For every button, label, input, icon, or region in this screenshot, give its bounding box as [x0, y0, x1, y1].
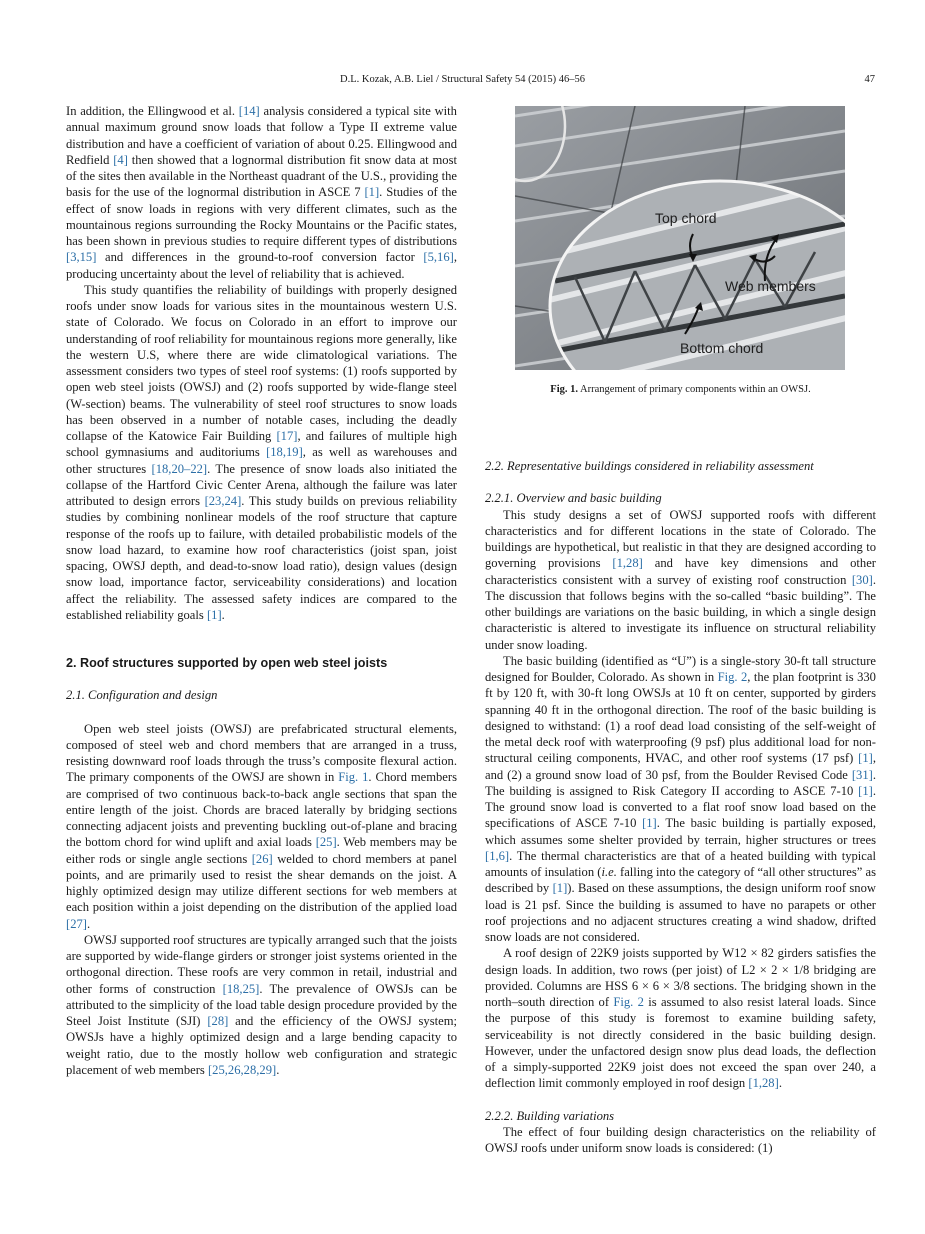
running-title: D.L. Kozak, A.B. Liel / Structural Safety 54 (2015) 46–56 — [340, 74, 585, 85]
citation-link[interactable]: [1] — [858, 783, 873, 798]
citation-link[interactable]: Fig. 2 — [613, 995, 644, 1009]
right-column — [485, 458, 876, 1156]
paragraph-text: , the plan footprint is 330 ft by 120 ft, with 30-ft long OWSJs at 10 ft on center, supported by girders spanning 40 ft in the orthogonal direction. The roof of the basic building is designed to withstand: (1) a roof dead load consisting of the self-weight of the metal deck roof with waterproofing (9 psf) plus additional load for non-structural ceiling components, HVAC, and other roof systems (17 psf) — [485, 670, 876, 766]
paragraph-text: . — [778, 1076, 782, 1091]
subsection-heading: 2.2.1. Overview and basic building — [485, 491, 662, 506]
paragraph-text: Open web steel joists (OWSJ) are prefabricated structural elements, composed of steel web and chord members that are arranged in a truss, resisting downward roof loads through the truss’s composite flexural action. The primary components of the OWSJ are shown in — [66, 721, 457, 785]
paragraph-text: . Studies of the effect of snow loads in regions with very different climates, such as the mountainous regions surrounding the Rocky Mountains or the Pacific states, has been shown in previous studies to require different types of distributions — [66, 185, 458, 248]
figure-1-photo — [515, 106, 845, 370]
citation-link[interactable]: [1] — [364, 185, 380, 200]
paragraph-text: . The prevalence of OWSJs can be attributed to the simplicity of the load table design procedure provided by the Steel Joist Institute (SJI) — [66, 981, 457, 1028]
label-top-chord: Top chord — [655, 210, 717, 226]
citation-link[interactable]: [18,25] — [222, 981, 260, 996]
paragraph — [66, 103, 457, 282]
paragraph-text: is assumed to also resist lateral loads. Since the purpose of this study is foremost to examine building safety, serviceability is not directly considered in the basic building design. However, under the unfactored design snow plus dead loads, the deflection of a simply-supported 22K9 joist does not exceed the span over 240, a deflection limit commonly employed in roof design — [485, 995, 876, 1091]
citation-link[interactable]: Fig. 1 — [338, 770, 369, 785]
paragraph-text: then showed that a lognormal distribution fit snow data at most of the sites then available in the Northeast quadrant of the U.S., providing the basis for the use of the lognormal distribution in ASCE 7 — [66, 152, 457, 200]
paragraph-text: . The discussion that follows begins with the so-called “basic building”. The other buildings are variations on the basic building, in which a single design characteristic is altered to investigate its influence on structural reliability under snow loading. — [485, 572, 876, 652]
paragraph-text: . The building is assigned to Risk Category II according to ASCE 7-10 — [485, 767, 876, 798]
citation-link[interactable]: [1,28] — [748, 1076, 779, 1091]
citation-link[interactable]: [28] — [207, 1014, 229, 1028]
left-column — [66, 103, 457, 1078]
paragraph-text: . This study builds on previous reliability studies by combining nonlinear models of the roof structure that capture response of the roofs up to failure, with detailed probabilistic models of the snow load hazard, to examine how roof characteristics (joist span, joist spacing, OWSJ depth, and dead-to-snow load ratio), design values (design snow load, importance factor, serviceability considerations) and location affect the reliability. The assessed safety indices are compared to the established reliability goals — [66, 494, 457, 622]
paragraph-text: , and failures of multiple high school gymnasiums and auditoriums — [66, 429, 457, 460]
citation-link[interactable]: [25,26,28,29] — [207, 1062, 277, 1077]
paragraph-text: ). Based on these assumptions, the design uniform roof snow load is 21 psf. Since the building is assumed to have no parapets or other roof projections and no adjacent structures creating a wind shadow, drifted snow loads are not considered. — [485, 881, 876, 944]
citation-link[interactable]: [14] — [238, 104, 260, 118]
subsection-heading: 2.2. Representative buildings considered in reliability assessment — [485, 459, 814, 473]
citation-link[interactable]: [27] — [66, 916, 87, 931]
citation-link[interactable]: [23,24] — [204, 494, 242, 508]
paragraph-text: falling into the category of “all other structures” as described by — [485, 865, 876, 896]
page-number: 47 — [864, 74, 875, 85]
paragraph — [485, 1124, 876, 1157]
paragraph-text: i.e. — [601, 865, 617, 879]
paragraph — [485, 507, 876, 653]
paragraph-text: welded to chord members at panel points, and are primarily used to resist the shear demands on the joist. A highly optimized design may utilize different sections for web members at each position within a joist depending on the distribution of the applied load — [66, 851, 457, 915]
owsj-photo-illustration — [515, 106, 845, 370]
subsection-heading: 2.2.2. Building variations — [485, 1108, 615, 1123]
paragraph — [66, 282, 457, 623]
citation-link[interactable]: [5,16] — [423, 250, 454, 265]
paragraph-text: OWSJ supported roof structures are typically arranged such that the joists are supported by wide-flange girders or stronger joist systems oriented in the orthogonal direction. These roofs are very common in retail, industrial and other forms of construction — [66, 932, 457, 996]
paragraph-text: , and (2) a ground snow load of 30 psf, from the Boulder Revised Code — [485, 751, 876, 782]
paragraph-text: . The ground snow load is converted to a flat roof snow load based on the specifications of ASCE 7-10 — [485, 783, 876, 831]
paragraph-text: and have key dimensions and other characteristics consistent with a survey of existing roof construction — [485, 556, 876, 587]
citation-link[interactable]: [1] — [858, 751, 873, 766]
citation-link[interactable]: [1] — [552, 881, 568, 896]
paragraph-text: . — [276, 1062, 280, 1077]
citation-link[interactable]: [1,28] — [612, 556, 643, 571]
paragraph-text: A roof design of 22K9 joists supported by W12 × 82 girders satisfies the design loads. In addition, two rows (per joist) of L2 × 2 × 1/8 bridging are provided. Columns are HSS 6 × 6 × 3/8 sections. The bridging shown in the north–south direction of — [485, 946, 876, 1009]
citation-link[interactable]: [26] — [251, 851, 273, 866]
citation-link[interactable]: [4] — [113, 152, 128, 167]
paragraph-text: . — [221, 607, 225, 622]
paragraph-text: . — [86, 916, 91, 931]
paragraph-text: and differences in the ground-to-roof conversion factor — [96, 250, 424, 265]
paragraph-text: . The basic building is partially exposed, which assumes some shelter provided by terrain, higher structures or trees — [485, 816, 877, 847]
citation-link[interactable]: [17] — [276, 429, 298, 443]
paragraph — [485, 653, 876, 946]
paragraph-text: analysis considered a typical site with annual maximum ground snow loads that follow a Type II extreme value distribution and have a coefficient of variation of about 0.25. Ellingwood and Redfield — [66, 104, 457, 167]
paragraph-text: . The thermal characteristics are that of a heated building with typical amounts of insulation ( — [485, 848, 876, 879]
citation-link[interactable]: [31] — [851, 767, 873, 782]
citation-link[interactable]: [18,19] — [266, 445, 303, 460]
paragraph-text: , as well as warehouses and other structures — [66, 445, 457, 476]
label-web-members: Web members — [725, 278, 816, 294]
citation-link[interactable]: [1] — [206, 607, 222, 622]
section-heading: 2. Roof structures supported by open web steel joists — [66, 656, 388, 670]
paragraph-text: The basic building (identified as “U”) is a single-story 30-ft tall structure designed for Boulder, Colorado. As shown in — [485, 653, 876, 684]
paragraph-text: . Chord members are comprised of two continuous back-to-back angle sections that span the entire length of the joist. Chords are braced laterally by bridging sections connecting adjacent joists and preventing buckling out-of-plane and bracing the bottom chord for wind uplift and axial loads — [66, 770, 457, 850]
paragraph-text: This study quantifies the reliability of buildings with properly designed roofs under snow loads for various sites in the mountainous western U.S. state of Colorado. We focus on Colorado in an effort to improve our understanding of roof reliability for mountainous regions more generally, like the western U.S, where there are wide climatological variations. The assessment considers two types of steel roof systems: (1) roofs supported by open web steel joists (OWSJ) and (2) roofs supported by wide-flange steel (W-section) beams. The vulnerability of steel roof structures to snow loads has been observed in a number of notable cases, including the deadly collapse of the Katowice Fair Building — [66, 282, 457, 443]
paragraph-text: . The presence of snow loads also initiated the collapse of the Hartford Civic Center Arena, although the failure was later attributed to design errors — [66, 461, 457, 508]
citation-link[interactable]: [1] — [642, 816, 657, 831]
citation-link[interactable]: [1,6] — [485, 848, 510, 863]
paragraph-text: This study designs a set of OWSJ supported roofs with different characteristics and for different locations in the state of Colorado. The buildings are hypothetical, but realistic in that they are designed according to governing provisions — [485, 507, 876, 571]
paragraph — [66, 932, 457, 1078]
label-bottom-chord: Bottom chord — [680, 340, 764, 356]
citation-link[interactable]: [30] — [851, 572, 873, 587]
citation-link[interactable]: [3,15] — [66, 250, 97, 265]
citation-link[interactable]: Fig. 2 — [717, 670, 748, 684]
paragraph — [485, 945, 876, 1091]
citation-link[interactable]: [18,20–22] — [151, 461, 208, 476]
figure-caption — [485, 384, 876, 395]
paragraph-text: and the efficiency of the OWSJ system; OWSJs have a highly optimized design and a large bending capacity to weight ratio, due to the mostly hollow web configuration and strategic placement of web members — [66, 1014, 457, 1077]
paragraph-text: . Web members may be either rods or single angle sections — [66, 835, 457, 866]
paragraph — [66, 721, 457, 932]
subsection-heading: 2.1. Configuration and design — [66, 688, 218, 703]
paragraph-text: In addition, the Ellingwood et al. — [66, 104, 239, 118]
caption-label: Fig. 1. — [550, 384, 578, 395]
paragraph-text: , producing uncertainty about the level of reliability that is achieved. — [66, 250, 457, 281]
citation-link[interactable]: [25] — [315, 835, 337, 850]
paragraph-text: The effect of four building design characteristics on the reliability of OWSJ roofs under uniform snow loads is considered: (1) — [485, 1124, 876, 1155]
caption-text: Arrangement of primary components within an OWSJ. — [580, 384, 811, 395]
